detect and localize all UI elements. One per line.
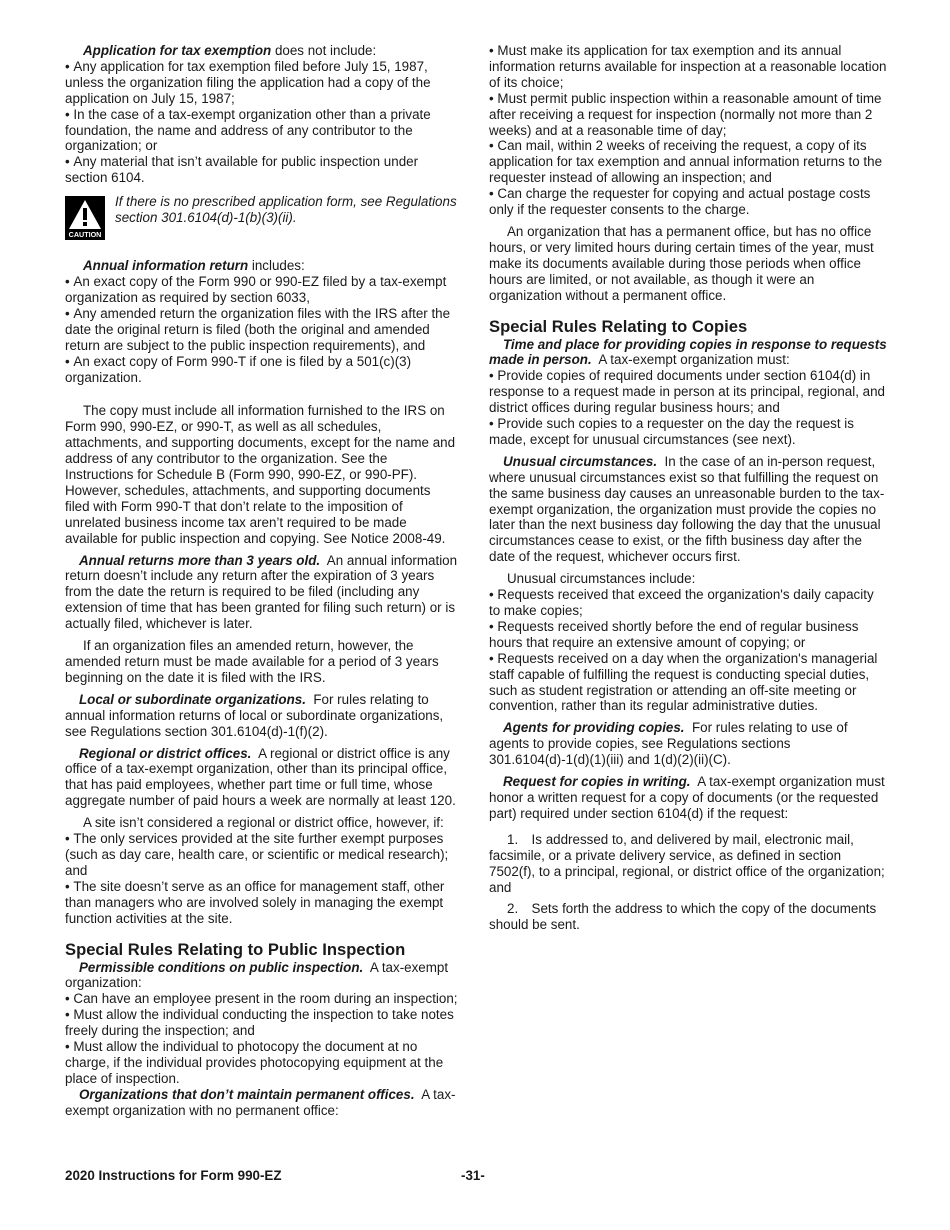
list-item: • Any application for tax exemption filed before July 15, 1987, unless the organization filing the application had a copy of the application on July 15, 1987; [65,59,458,107]
older-returns-paragraph: Annual returns more than 3 years old. An annual information return doesn’t include any return after the expiration of 3 years from the date the return is required to be filed (including any extension of time that has been granted for filing such return) or is actually filed, whichever is later. [65,552,458,632]
unusual-include: Unusual circumstances include: [507,571,696,587]
list-item: • An exact copy of the Form 990 or 990-EZ filed by a tax-exempt organization as required by section 6033, [65,274,458,306]
list-item: • Provide copies of required documents under section 6104(d) in response to a request made in person at its principal, regional, and district offices during regular business hours; and [489,368,887,416]
annual-return-intro: Annual information return includes: [83,258,305,274]
amended-paragraph: If an organization files an amended return, however, the amended return must be made available for a period of 3 years beginning on the date it is filed with the IRS. [65,638,439,685]
right-column [489,43,887,933]
page-footer [65,1168,887,1184]
site-paragraph: A site isn’t considered a regional or district office, however, if: [83,815,444,831]
list-item: • Can mail, within 2 weeks of receiving the request, a copy of its application for tax exemption and annual information returns to the requester instead of allowing an inspection; and [489,138,887,186]
copies-heading: Special Rules Relating to Copies [489,316,748,336]
local-orgs-paragraph: Local or subordinate organizations. For rules relating to annual information returns of local or subordinate organizations, see Regulations section 301.6104(d)-1(f)(2). [65,691,444,739]
list-item: • Must make its application for tax exemption and its annual information returns available for inspection at a reasonable location of its choice; [489,43,887,91]
list-item: • Provide such copies to a requester on the day the request is made, except for unusual circumstances (see next). [489,416,887,448]
list-item: • The only services provided at the site further exempt purposes (such as day care, health care, or scientific or medical research); and [65,831,458,879]
list-item: • Must allow the individual conducting the inspection to take notes freely during the inspection; and [65,1007,458,1039]
regional-paragraph: Regional or district offices. A regional or district office is any office of a tax-exempt organization, other than its principal office, that has paid employees, whether part time or full time, whose aggregate number of paid hours a week are normally at least 120. [65,745,456,809]
list-item: • An exact copy of Form 990-T if one is filed by a 501(c)(3) organization. [65,354,458,386]
list-item: • In the case of a tax-exempt organization other than a private foundation, the name and address of any contributor to the organization; or [65,107,458,155]
caution-box [65,194,458,240]
list-item: • Any amended return the organization files with the IRS after the date the original return is filed (both the original and amended return are subject to the public inspection requirements), and [65,306,458,354]
no-office-paragraph: Organizations that don’t maintain permanent offices. A tax-exempt organization with no permanent office: [65,1086,456,1118]
copy-paragraph: The copy must include all information furnished to the IRS on Form 990, 990-EZ, or 990-T, as well as all schedules, attachments, and supporting documents, except for the name and address of any contributor to the organization. See the Instructions for Schedule B (Form 990, 990-EZ, or 990-PF). However, schedules, attachments, and supporting documents filed with Form 990-T that don’t relate to the imposition of unrelated business income tax aren’t required to be made available for public inspection and copying. See Notice 2008-49. [65,403,456,546]
writing-paragraph: Request for copies in writing. A tax-exempt organization must honor a written request for a copy of documents (or the requested part) required under section 6104(d) if the request: [489,774,885,821]
time-place-paragraph: Time and place for providing copies in response to requests made in person. A tax-exempt organization must: [489,336,887,368]
list-item: • Can charge the requester for copying and actual postage costs only if the requester consents to the charge. [489,186,887,218]
caution-text: If there is no prescribed application form, see Regulations section 301.6104(d)-1(b)(3)(ii). [115,194,457,226]
inspection-heading: Special Rules Relating to Public Inspection [65,939,406,959]
limited-hours-paragraph: An organization that has a permanent office, but has no office hours, or very limited hours during certain times of the year, must make its documents available during those periods when office hours are limited, or not available, as though it were an organization without a permanent office. [489,223,874,303]
svg-text:CAUTION: CAUTION [68,230,102,240]
list-item: • Requests received shortly before the end of regular business hours that require an extensive amount of copying; or [489,619,887,651]
page-number: -31- [461,1168,485,1183]
agents-paragraph: Agents for providing copies. For rules relating to use of agents to provide copies, see Regulations sections 301.6104(d)-1(d)(1)(iii) and 1(d)(2)(ii)(C). [489,720,848,768]
list-item: • Must permit public inspection within a reasonable amount of time after receiving a request for inspection (normally not more than 2 weeks) and at a reasonable time of day; [489,91,887,139]
footer-title: 2020 Instructions for Form 990-EZ [65,1168,282,1183]
list-item: • The site doesn’t serve as an office for management staff, other than managers who are involved solely in managing the exempt function activities at the site. [65,879,458,927]
left-column [65,43,458,1119]
permissible-paragraph: Permissible conditions on public inspection. A tax-exempt organization: [65,959,449,991]
list-item: • Requests received that exceed the organization's daily capacity to make copies; [489,587,887,619]
numbered-item: 2. Sets forth the address to which the copy of the documents should be sent. [489,901,877,933]
numbered-item: 1. Is addressed to, and delivered by mail, electronic mail, facsimile, or a private delivery service, as defined in section 7502(f), to a principal, regional, or district office of the organization; and [489,831,885,895]
list-item: • Any material that isn’t available for public inspection under section 6104. [65,154,458,186]
list-item: • Must allow the individual to photocopy the document at no charge, if the individual provides photocopying equipment at the place of inspection. [65,1039,458,1087]
app-exempt-intro: Application for tax exemption does not include: [83,43,377,58]
unusual-paragraph: Unusual circumstances. In the case of an in-person request, where unusual circumstances exist so that fulfilling the request on the same business day causes an unreasonable burden to the tax-exempt organization, the organization must provide the copies no later than the next business day following the day that the unusual circumstances cease to exist, or the fifth business day after the date of the request, whichever occurs first. [489,453,885,565]
caution-icon [65,196,105,240]
list-item: • Requests received on a day when the organization's managerial staff capable of fulfilling the request is conducting special duties, such as student registration or attending an off-site meeting or convention, rather than its regular administrative duties. [489,651,887,715]
list-item: • Can have an employee present in the room during an inspection; [65,991,458,1007]
